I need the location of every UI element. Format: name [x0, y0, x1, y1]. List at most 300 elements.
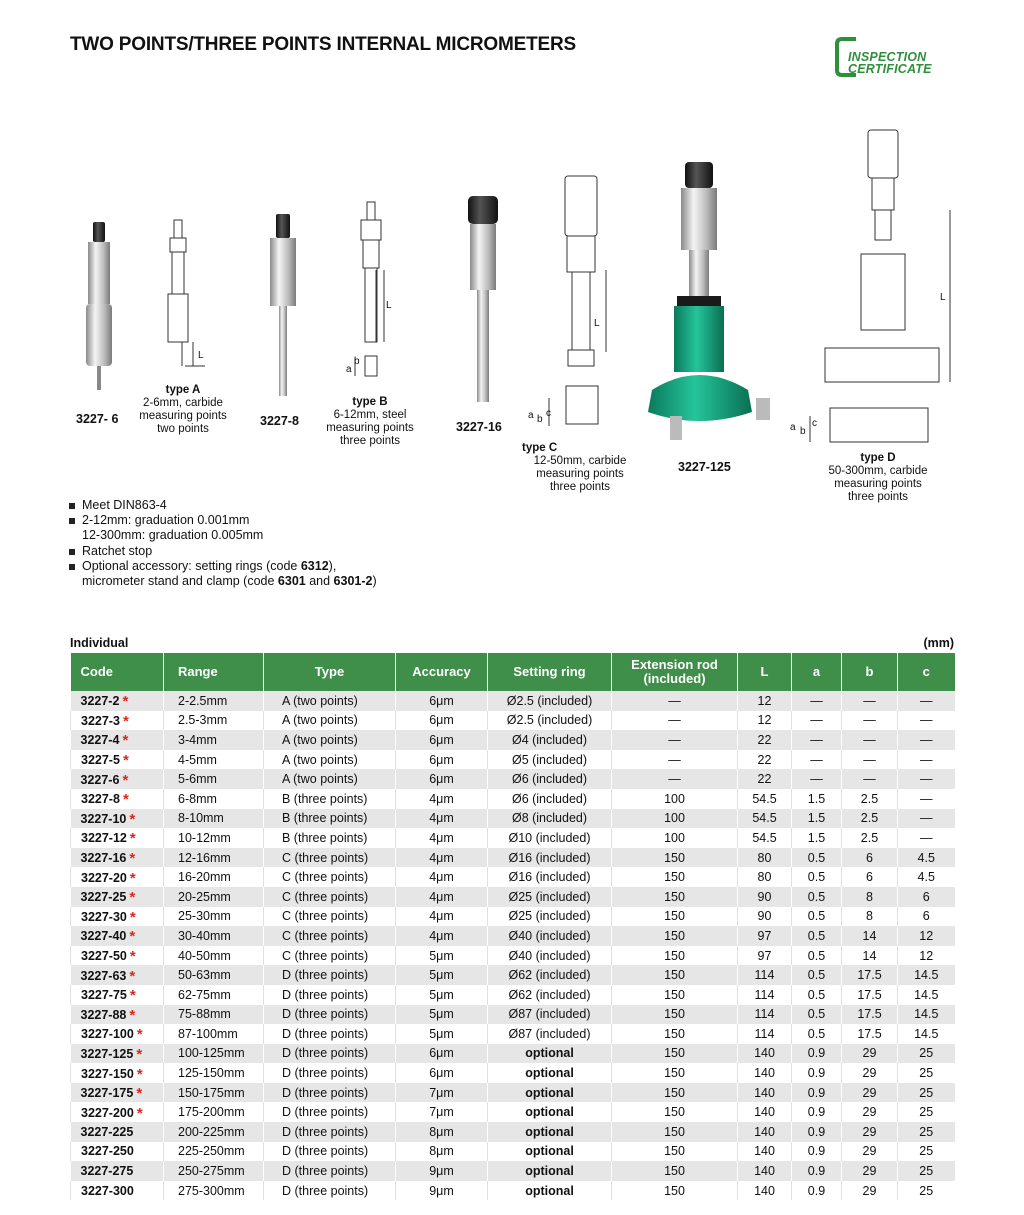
- cell-a: [792, 1044, 842, 1064]
- cell-setting-ring-text: Ø62 (included): [508, 968, 591, 983]
- cell-extension-rod: [612, 1122, 738, 1142]
- cell-l: [738, 1024, 792, 1044]
- cell-accuracy: [396, 828, 488, 848]
- cell-accuracy-text: 4μm: [429, 928, 454, 943]
- cell-code-text: 3227-75: [81, 988, 127, 1003]
- cell-range-text: 6-8mm: [178, 791, 217, 806]
- cell-range-text: 20-25mm: [178, 889, 231, 904]
- cell-setting-ring: [488, 1044, 612, 1064]
- cell-range: [164, 1161, 264, 1181]
- cell-accuracy-text: 5μm: [429, 968, 454, 983]
- cell-b-text: 14: [862, 928, 877, 943]
- cell-b-text: 8: [866, 909, 873, 924]
- cell-extension-rod: [612, 946, 738, 966]
- cell-a: [792, 1142, 842, 1162]
- cell-setting-ring: [488, 985, 612, 1005]
- cell-extension-rod: [612, 1181, 738, 1201]
- cell-code: [71, 1083, 164, 1103]
- table-row: [71, 946, 955, 966]
- cell-type: [264, 887, 396, 907]
- cell-b-text: 29: [862, 1105, 877, 1120]
- cell-accuracy: [396, 1122, 488, 1142]
- feature-accessory-end: ),: [328, 558, 337, 573]
- cell-a: [792, 887, 842, 907]
- cell-setting-ring-text: Ø8 (included): [511, 811, 588, 826]
- cell-code: [71, 1024, 164, 1044]
- cell-accuracy: [396, 867, 488, 887]
- star-marker: *: [136, 1104, 143, 1122]
- cell-type: [264, 907, 396, 927]
- type-b-dim-l: L: [386, 300, 392, 311]
- cell-b: [842, 711, 898, 731]
- cell-b: [842, 985, 898, 1005]
- cell-a-text: 0.5: [807, 948, 826, 963]
- cell-l-text: 140: [754, 1046, 775, 1061]
- cell-code: [71, 985, 164, 1005]
- cell-l-text: 54.5: [752, 791, 777, 806]
- cell-extension-rod: [612, 711, 738, 731]
- cell-range-text: 200-225mm: [178, 1124, 245, 1139]
- cell-b-text: 29: [862, 1046, 877, 1061]
- cell-l: [738, 1181, 792, 1201]
- cell-accuracy-text: 4μm: [429, 850, 454, 865]
- type-d-name: type D: [860, 452, 896, 464]
- cell-accuracy-text: 4μm: [429, 830, 454, 845]
- cell-extension-rod-text: —: [668, 732, 681, 747]
- cell-c: [898, 887, 955, 907]
- cell-b: [842, 946, 898, 966]
- cell-l: [738, 965, 792, 985]
- cell-accuracy: [396, 730, 488, 750]
- cell-l-text: 97: [757, 928, 772, 943]
- cell-type-text: B (three points): [282, 811, 368, 826]
- cell-a: [792, 809, 842, 829]
- type-a-line-3: two points: [157, 423, 209, 435]
- type-d-drawing: [810, 130, 950, 442]
- cell-code-text: 3227-275: [80, 1164, 134, 1179]
- cell-b: [842, 1063, 898, 1083]
- cell-b-text: —: [863, 752, 876, 767]
- cell-c: [898, 828, 955, 848]
- star-marker: *: [129, 908, 136, 926]
- table-row: [71, 965, 955, 985]
- cell-code: [71, 965, 164, 985]
- cell-c-text: —: [920, 811, 933, 826]
- cell-extension-rod-text: 150: [664, 948, 685, 963]
- cell-accuracy-text: 6μm: [429, 713, 454, 728]
- table-row: [71, 1181, 955, 1201]
- type-b-line-1: 6-12mm, steel: [333, 409, 407, 421]
- cell-code-text: 3227-12: [81, 831, 127, 846]
- cell-c-text: —: [920, 752, 933, 767]
- cell-accuracy: [396, 985, 488, 1005]
- cell-accuracy: [396, 1161, 488, 1181]
- cell-extension-rod: [612, 985, 738, 1005]
- cell-setting-ring-text: Ø5 (included): [511, 752, 588, 767]
- table-row: [71, 789, 955, 809]
- cell-setting-ring: [488, 1063, 612, 1083]
- cell-code-text: 3227-100: [81, 1027, 134, 1042]
- cell-a: [792, 926, 842, 946]
- cell-l: [738, 691, 792, 711]
- type-c-dim-a: a: [528, 410, 534, 421]
- cell-l-text: 114: [754, 1026, 775, 1041]
- cell-c: [898, 769, 955, 789]
- cell-a-text: 0.9: [807, 1066, 826, 1081]
- cell-a-text: 0.5: [807, 1026, 826, 1041]
- cell-range-text: 8-10mm: [178, 811, 224, 826]
- cell-l-text: 114: [754, 987, 775, 1002]
- cell-code: [71, 887, 164, 907]
- type-d-line-3: three points: [847, 491, 909, 503]
- cell-range: [164, 1044, 264, 1064]
- cell-range: [164, 848, 264, 868]
- cell-a-text: 0.9: [807, 1046, 826, 1061]
- cell-code-text: 3227-10: [80, 811, 127, 826]
- cell-a-text: 0.9: [807, 1085, 826, 1100]
- cell-b-text: 29: [862, 1066, 877, 1081]
- cell-type-text: D (three points): [282, 1164, 369, 1179]
- cell-code-text: 3227-30: [81, 909, 127, 924]
- cell-type-text: D (three points): [282, 1124, 369, 1139]
- cell-a: [792, 965, 842, 985]
- col-header-b: b: [842, 653, 898, 691]
- cell-a-text: 1.5: [807, 830, 826, 845]
- cell-range: [164, 965, 264, 985]
- cell-c: [898, 848, 955, 868]
- feature-item: [68, 498, 377, 513]
- table-row: [71, 887, 955, 907]
- cell-b-text: 17.5: [857, 968, 882, 983]
- type-b-dim-a: a: [346, 364, 352, 375]
- cell-extension-rod: [612, 1024, 738, 1044]
- micrometer-3227-125-image: [648, 162, 770, 440]
- cell-l: [738, 1063, 792, 1083]
- cell-extension-rod: [612, 1083, 738, 1103]
- cell-c-text: —: [920, 830, 933, 845]
- cell-extension-rod: [612, 769, 738, 789]
- cell-c-text: 25: [919, 1046, 934, 1061]
- cell-type-text: C (three points): [282, 928, 369, 943]
- cell-b: [842, 1181, 898, 1201]
- cell-setting-ring-text: Ø25 (included): [508, 889, 591, 904]
- cell-type-text: A (two points): [282, 732, 358, 747]
- figure-code-3227-8: 3227-8: [260, 414, 299, 428]
- cell-l-text: 54.5: [752, 811, 777, 826]
- cell-range-text: 2-2.5mm: [178, 693, 228, 708]
- cell-type-text: C (three points): [282, 850, 369, 865]
- micrometer-3227-6-image: [86, 222, 112, 390]
- cell-a-text: 0.5: [807, 889, 826, 904]
- cell-extension-rod-text: 150: [664, 870, 685, 885]
- cell-b-text: 6: [866, 870, 873, 885]
- cell-l: [738, 946, 792, 966]
- type-a-drawing: [168, 220, 205, 366]
- cell-accuracy-text: 4μm: [429, 791, 454, 806]
- cell-b: [842, 1142, 898, 1162]
- cell-type-text: D (three points): [282, 1026, 369, 1041]
- star-marker: *: [129, 810, 136, 828]
- cell-b: [842, 828, 898, 848]
- cell-a-text: —: [810, 752, 823, 767]
- feature-item: [68, 544, 377, 559]
- type-d-dim-b: b: [800, 426, 806, 437]
- table-row: [71, 848, 955, 868]
- cell-code-text: 3227-175: [80, 1086, 134, 1101]
- cell-c: [898, 750, 955, 770]
- star-marker: *: [129, 869, 136, 887]
- cell-c-text: 25: [919, 1144, 934, 1159]
- type-a-caption: [128, 384, 238, 436]
- cell-c-text: —: [920, 693, 933, 708]
- table-row: [71, 828, 955, 848]
- figure-code-3227-16: 3227-16: [456, 420, 502, 434]
- cell-range-text: 75-88mm: [178, 1007, 231, 1022]
- section-label: Individual: [70, 636, 129, 650]
- star-marker: *: [122, 791, 129, 809]
- cell-code-text: 3227-3: [81, 713, 120, 728]
- cell-b-text: 29: [862, 1183, 877, 1198]
- cell-b: [842, 848, 898, 868]
- cell-a: [792, 750, 842, 770]
- cell-l-text: 140: [754, 1164, 775, 1179]
- cell-code: [71, 1063, 164, 1083]
- cell-c: [898, 1044, 955, 1064]
- cell-code-text: 3227-6: [80, 772, 120, 787]
- cell-a-text: —: [810, 693, 823, 708]
- cell-code-text: 3227-63: [80, 968, 127, 983]
- col-header-setting-ring: Setting ring: [488, 653, 612, 691]
- cell-a-text: 0.5: [807, 987, 826, 1002]
- type-b-drawing: [355, 202, 384, 376]
- cell-extension-rod: [612, 750, 738, 770]
- cell-range-text: 2.5-3mm: [178, 713, 228, 728]
- table-row: [71, 1083, 955, 1103]
- cell-c-text: 25: [919, 1183, 934, 1198]
- table-row: [71, 1161, 955, 1181]
- cell-type: [264, 1044, 396, 1064]
- cell-extension-rod: [612, 828, 738, 848]
- cell-l-text: 114: [754, 1007, 775, 1022]
- cell-type: [264, 1024, 396, 1044]
- cell-extension-rod-text: 150: [664, 1026, 685, 1041]
- cell-type: [264, 1181, 396, 1201]
- cell-c: [898, 1063, 955, 1083]
- cell-type-text: B (three points): [282, 830, 368, 845]
- cell-range-text: 3-4mm: [178, 732, 217, 747]
- cell-setting-ring: [488, 867, 612, 887]
- cell-setting-ring-text: optional: [525, 1164, 574, 1179]
- star-marker: *: [129, 889, 136, 907]
- cell-l-text: 80: [757, 850, 772, 865]
- cell-b: [842, 789, 898, 809]
- cell-setting-ring-text: optional: [525, 1066, 574, 1081]
- cell-c-text: 14.5: [914, 1026, 939, 1041]
- cell-a: [792, 828, 842, 848]
- cell-range: [164, 828, 264, 848]
- cell-type: [264, 789, 396, 809]
- table-row: [71, 867, 955, 887]
- cell-type-text: A (two points): [282, 772, 358, 787]
- cell-type: [264, 1102, 396, 1122]
- cell-accuracy: [396, 926, 488, 946]
- cell-code-text: 3227-150: [81, 1066, 134, 1081]
- cell-l-text: 114: [754, 968, 775, 983]
- cell-c-text: —: [920, 713, 933, 728]
- cell-setting-ring: [488, 730, 612, 750]
- cell-range-text: 10-12mm: [178, 830, 231, 845]
- cell-b: [842, 691, 898, 711]
- feature-graduation-large: 12-300mm: graduation 0.005mm: [82, 528, 264, 543]
- cell-code: [71, 1181, 164, 1201]
- cell-l: [738, 809, 792, 829]
- type-c-dim-c: c: [546, 408, 551, 419]
- type-b-line-2: measuring points: [326, 422, 414, 434]
- certificate-line-2: CERTIFICATE: [848, 62, 932, 76]
- cell-setting-ring: [488, 1161, 612, 1181]
- cell-c: [898, 730, 955, 750]
- cell-l-text: 12: [757, 693, 772, 708]
- col-header-code: Code: [71, 653, 164, 691]
- cell-type-text: C (three points): [282, 870, 369, 885]
- cell-b: [842, 730, 898, 750]
- cell-code: [71, 848, 164, 868]
- cell-setting-ring: [488, 848, 612, 868]
- cell-range: [164, 946, 264, 966]
- cell-c-text: 6: [922, 889, 930, 904]
- cell-code-text: 3227-88: [80, 1007, 127, 1022]
- cell-b-text: —: [863, 693, 876, 708]
- cell-c: [898, 965, 955, 985]
- cell-type-text: D (three points): [282, 1007, 369, 1022]
- cell-c-text: 12: [919, 928, 934, 943]
- cell-accuracy-text: 4μm: [429, 870, 454, 885]
- cell-b-text: 29: [862, 1085, 877, 1100]
- cell-extension-rod: [612, 907, 738, 927]
- cell-extension-rod: [612, 887, 738, 907]
- cell-b-text: 17.5: [857, 1007, 882, 1022]
- cell-accuracy-text: 6μm: [429, 752, 454, 767]
- cell-b: [842, 1122, 898, 1142]
- cell-extension-rod-text: 150: [664, 987, 685, 1002]
- table-row: [71, 1044, 955, 1064]
- cell-type: [264, 946, 396, 966]
- cell-accuracy: [396, 848, 488, 868]
- cell-extension-rod-text: 150: [664, 889, 685, 904]
- cell-c-text: 12: [919, 948, 934, 963]
- cell-accuracy: [396, 691, 488, 711]
- feature-stand-end: ): [372, 574, 377, 589]
- cell-range-text: 100-125mm: [178, 1046, 245, 1061]
- cell-extension-rod: [612, 926, 738, 946]
- cell-code: [71, 1044, 164, 1064]
- cell-range: [164, 907, 264, 927]
- cell-code: [71, 809, 164, 829]
- cell-a: [792, 946, 842, 966]
- cell-extension-rod: [612, 1102, 738, 1122]
- cell-range: [164, 887, 264, 907]
- cell-type: [264, 828, 396, 848]
- table-row: [71, 1005, 955, 1025]
- cell-b: [842, 1102, 898, 1122]
- cell-accuracy-text: 4μm: [429, 889, 454, 904]
- cell-type: [264, 965, 396, 985]
- cell-type-text: A (two points): [282, 693, 358, 708]
- cell-setting-ring: [488, 1142, 612, 1162]
- cell-l-text: 140: [754, 1183, 775, 1198]
- table-row: [71, 907, 955, 927]
- cell-code: [71, 691, 164, 711]
- cell-c-text: 4.5: [917, 850, 935, 865]
- cell-code: [71, 789, 164, 809]
- cell-c: [898, 789, 955, 809]
- cell-type-text: D (three points): [282, 968, 369, 983]
- cell-range-text: 25-30mm: [178, 909, 231, 924]
- cell-code: [71, 828, 164, 848]
- cell-setting-ring: [488, 1102, 612, 1122]
- cell-type-text: D (three points): [282, 1085, 369, 1100]
- type-d-line-2: measuring points: [834, 478, 922, 490]
- star-marker: *: [122, 712, 129, 730]
- cell-type: [264, 926, 396, 946]
- cell-a: [792, 1083, 842, 1103]
- cell-code: [71, 750, 164, 770]
- cell-accuracy-text: 5μm: [429, 987, 454, 1002]
- cell-range: [164, 789, 264, 809]
- cell-type: [264, 985, 396, 1005]
- table-row: [71, 926, 955, 946]
- cell-c: [898, 985, 955, 1005]
- cell-setting-ring: [488, 769, 612, 789]
- table-row: [71, 1122, 955, 1142]
- cell-accuracy: [396, 711, 488, 731]
- cell-b-text: —: [863, 772, 876, 787]
- cell-c: [898, 1024, 955, 1044]
- cell-setting-ring-text: optional: [525, 1144, 574, 1159]
- cell-setting-ring: [488, 926, 612, 946]
- cell-type-text: D (three points): [282, 1046, 369, 1061]
- cell-extension-rod-text: 150: [664, 850, 685, 865]
- micrometer-3227-8-image: [270, 214, 296, 396]
- cell-code: [71, 711, 164, 731]
- cell-extension-rod-text: 150: [664, 909, 685, 924]
- cell-l: [738, 926, 792, 946]
- cell-setting-ring-text: Ø87 (included): [508, 1007, 591, 1022]
- cell-c: [898, 711, 955, 731]
- type-b-line-3: three points: [339, 435, 401, 447]
- table-row: [71, 1063, 955, 1083]
- type-c-line-3: three points: [549, 481, 611, 493]
- cell-b-text: 8: [866, 889, 873, 904]
- cell-setting-ring-text: Ø10 (included): [508, 830, 591, 845]
- cell-code-text: 3227-125: [80, 1046, 134, 1061]
- feature-ratchet: Ratchet stop: [82, 543, 153, 558]
- type-c-line-2: measuring points: [536, 468, 624, 480]
- cell-c-text: 14.5: [914, 1007, 939, 1022]
- type-b-caption: [315, 396, 425, 448]
- feature-item-continued: [68, 528, 377, 543]
- cell-a-text: 0.9: [807, 1105, 826, 1120]
- cell-range: [164, 1122, 264, 1142]
- cell-a-text: —: [810, 713, 823, 728]
- cell-l: [738, 1083, 792, 1103]
- cell-accuracy-text: 8μm: [429, 1144, 454, 1159]
- cell-extension-rod-text: 150: [664, 1046, 685, 1061]
- cell-code-text: 3227-200: [81, 1105, 134, 1120]
- cell-c: [898, 926, 955, 946]
- cell-accuracy: [396, 1142, 488, 1162]
- cell-accuracy: [396, 1102, 488, 1122]
